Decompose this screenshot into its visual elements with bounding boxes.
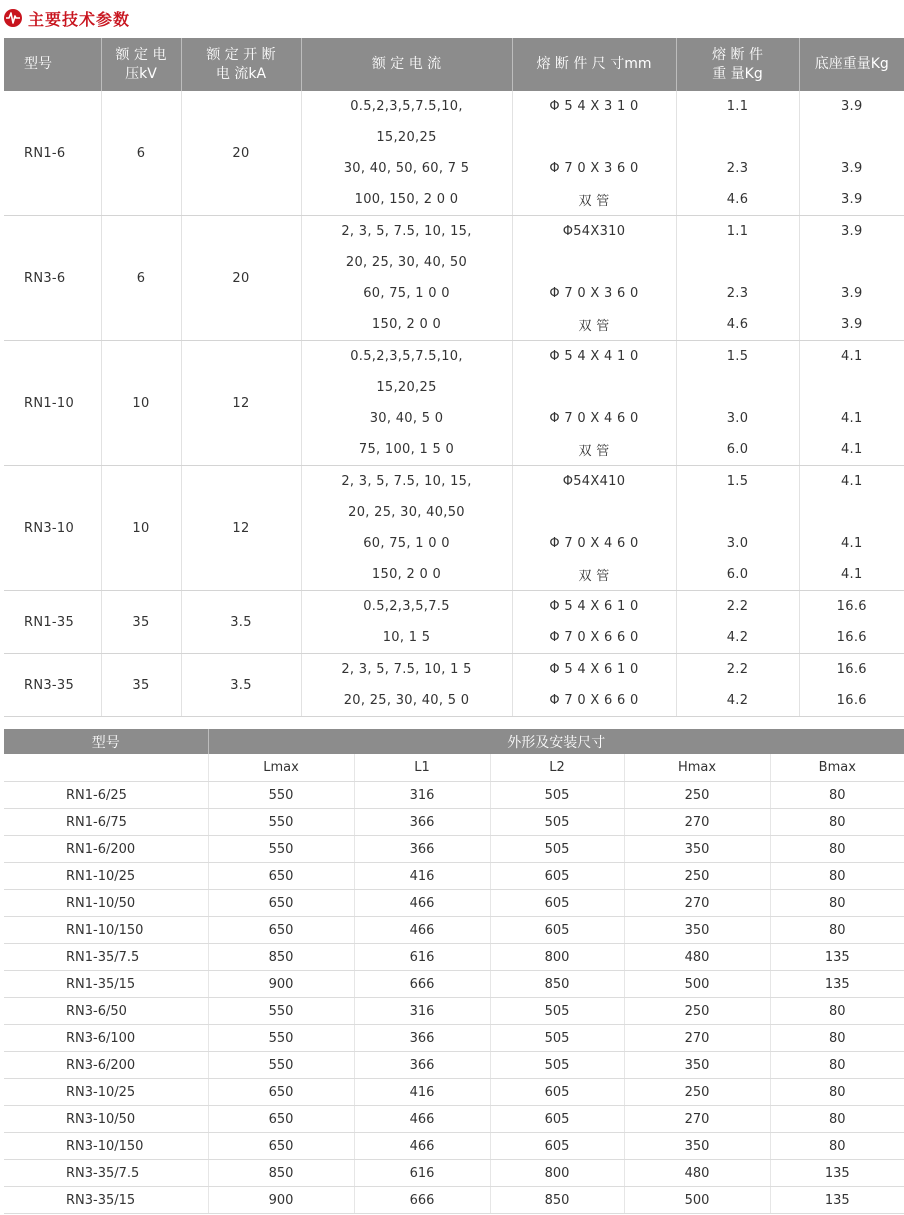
rated-current-cell: 60, 75, 1 0 0 bbox=[301, 278, 512, 309]
dim-value-cell: 650 bbox=[208, 1133, 354, 1160]
voltage-cell: 6 bbox=[101, 216, 181, 341]
dim-row bbox=[4, 1106, 904, 1133]
dim-model-cell: RN3-10/25 bbox=[4, 1079, 208, 1106]
spec-row bbox=[4, 466, 904, 498]
fuse-size-cell: Φ 5 4 X 6 1 0 bbox=[512, 654, 676, 686]
dim-value-cell: 650 bbox=[208, 1106, 354, 1133]
dim-value-cell: 80 bbox=[770, 890, 904, 917]
spec-row bbox=[4, 654, 904, 686]
dim-value-cell: 135 bbox=[770, 1187, 904, 1214]
dim-value-cell: 505 bbox=[490, 1052, 624, 1079]
dim-value-cell: 135 bbox=[770, 1160, 904, 1187]
dim-value-cell: 650 bbox=[208, 917, 354, 944]
voltage-cell: 35 bbox=[101, 654, 181, 717]
dim-value-cell: 366 bbox=[354, 1052, 490, 1079]
dim-value-cell: 505 bbox=[490, 836, 624, 863]
base-weight-cell: 3.9 bbox=[799, 153, 904, 184]
dim-subheader-hmax: Hmax bbox=[624, 754, 770, 782]
base-weight-cell bbox=[799, 247, 904, 278]
fuse-size-cell: Φ 7 0 X 6 6 0 bbox=[512, 685, 676, 717]
fuse-weight-cell: 1.1 bbox=[676, 216, 799, 248]
dim-value-cell: 900 bbox=[208, 971, 354, 998]
fuse-weight-cell: 4.6 bbox=[676, 309, 799, 341]
base-weight-cell bbox=[799, 372, 904, 403]
fuse-size-cell bbox=[512, 122, 676, 153]
rated-current-cell: 2, 3, 5, 7.5, 10, 15, bbox=[301, 216, 512, 248]
rated-current-cell: 15,20,25 bbox=[301, 122, 512, 153]
base-weight-cell: 4.1 bbox=[799, 434, 904, 466]
dim-subheader-l1: L1 bbox=[354, 754, 490, 782]
dim-value-cell: 80 bbox=[770, 917, 904, 944]
dim-value-cell: 350 bbox=[624, 836, 770, 863]
fuse-size-cell: Φ 7 0 X 3 6 0 bbox=[512, 278, 676, 309]
dim-table-body bbox=[4, 754, 904, 1214]
base-weight-cell: 3.9 bbox=[799, 184, 904, 216]
base-weight-cell: 16.6 bbox=[799, 654, 904, 686]
dim-model-cell: RN1-6/25 bbox=[4, 782, 208, 809]
dim-value-cell: 550 bbox=[208, 1025, 354, 1052]
fuse-size-cell: Φ 7 0 X 6 6 0 bbox=[512, 622, 676, 654]
spec-row bbox=[4, 591, 904, 623]
rated-current-cell: 60, 75, 1 0 0 bbox=[301, 528, 512, 559]
fuse-size-cell: Φ 7 0 X 4 6 0 bbox=[512, 528, 676, 559]
break-current-cell: 12 bbox=[181, 341, 301, 466]
break-current-cell: 20 bbox=[181, 216, 301, 341]
base-weight-cell: 16.6 bbox=[799, 685, 904, 717]
rated-current-cell: 2, 3, 5, 7.5, 10, 15, bbox=[301, 466, 512, 498]
fuse-weight-cell: 2.2 bbox=[676, 591, 799, 623]
dim-value-cell: 605 bbox=[490, 1133, 624, 1160]
dimension-table bbox=[4, 729, 904, 1214]
fuse-weight-cell bbox=[676, 372, 799, 403]
dim-value-cell: 550 bbox=[208, 1052, 354, 1079]
dim-value-cell: 316 bbox=[354, 998, 490, 1025]
dim-value-cell: 80 bbox=[770, 1106, 904, 1133]
dim-subheader-l2: L2 bbox=[490, 754, 624, 782]
rated-current-cell: 2, 3, 5, 7.5, 10, 1 5 bbox=[301, 654, 512, 686]
dim-value-cell: 270 bbox=[624, 809, 770, 836]
dim-value-cell: 850 bbox=[490, 1187, 624, 1214]
dim-model-cell: RN3-6/50 bbox=[4, 998, 208, 1025]
header-model: 型号 bbox=[4, 38, 101, 91]
dim-row bbox=[4, 1160, 904, 1187]
dim-model-cell: RN1-35/15 bbox=[4, 971, 208, 998]
fuse-size-cell: Φ 5 4 X 6 1 0 bbox=[512, 591, 676, 623]
fuse-size-cell: Φ54X310 bbox=[512, 216, 676, 248]
dim-row bbox=[4, 1025, 904, 1052]
dim-model-cell: RN3-6/100 bbox=[4, 1025, 208, 1052]
base-weight-cell: 3.9 bbox=[799, 309, 904, 341]
dim-value-cell: 666 bbox=[354, 1187, 490, 1214]
dim-model-cell: RN3-35/7.5 bbox=[4, 1160, 208, 1187]
dim-header-dims: 外形及安装尺寸 bbox=[208, 729, 904, 754]
section-title: 主要技术参数 bbox=[28, 9, 131, 29]
dim-row bbox=[4, 1052, 904, 1079]
dim-value-cell: 466 bbox=[354, 917, 490, 944]
header-base-weight: 底座重量Kg bbox=[799, 38, 904, 91]
voltage-cell: 10 bbox=[101, 466, 181, 591]
rated-current-cell: 20, 25, 30, 40, 50 bbox=[301, 247, 512, 278]
dim-value-cell: 505 bbox=[490, 809, 624, 836]
dim-value-cell: 416 bbox=[354, 863, 490, 890]
dim-value-cell: 270 bbox=[624, 890, 770, 917]
dim-value-cell: 466 bbox=[354, 1106, 490, 1133]
spec-row bbox=[4, 91, 904, 122]
model-cell: RN1-6 bbox=[4, 91, 101, 216]
fuse-weight-cell: 2.2 bbox=[676, 654, 799, 686]
dim-row bbox=[4, 809, 904, 836]
fuse-weight-cell: 1.1 bbox=[676, 91, 799, 122]
rated-current-cell: 10, 1 5 bbox=[301, 622, 512, 654]
dim-model-cell: RN1-6/200 bbox=[4, 836, 208, 863]
rated-current-cell: 15,20,25 bbox=[301, 372, 512, 403]
header-rated-current: 额 定 电 流 bbox=[301, 38, 512, 91]
spec-table bbox=[4, 38, 904, 717]
rated-current-cell: 30, 40, 5 0 bbox=[301, 403, 512, 434]
dim-value-cell: 366 bbox=[354, 809, 490, 836]
base-weight-cell bbox=[799, 122, 904, 153]
dim-value-cell: 605 bbox=[490, 890, 624, 917]
dim-value-cell: 650 bbox=[208, 1079, 354, 1106]
dim-row bbox=[4, 998, 904, 1025]
dim-row bbox=[4, 1133, 904, 1160]
dim-value-cell: 80 bbox=[770, 809, 904, 836]
fuse-weight-cell bbox=[676, 497, 799, 528]
pulse-icon bbox=[4, 9, 22, 27]
dim-value-cell: 135 bbox=[770, 944, 904, 971]
dim-value-cell: 505 bbox=[490, 1025, 624, 1052]
rated-current-cell: 30, 40, 50, 60, 7 5 bbox=[301, 153, 512, 184]
dim-value-cell: 350 bbox=[624, 1133, 770, 1160]
dim-subheader-lmax: Lmax bbox=[208, 754, 354, 782]
fuse-weight-cell: 6.0 bbox=[676, 559, 799, 591]
dim-value-cell: 480 bbox=[624, 944, 770, 971]
dim-value-cell: 80 bbox=[770, 998, 904, 1025]
fuse-weight-cell: 4.6 bbox=[676, 184, 799, 216]
fuse-weight-cell bbox=[676, 247, 799, 278]
fuse-weight-cell: 3.0 bbox=[676, 528, 799, 559]
base-weight-cell: 16.6 bbox=[799, 591, 904, 623]
fuse-weight-cell: 1.5 bbox=[676, 341, 799, 373]
fuse-size-cell: 双 管 bbox=[512, 309, 676, 341]
dim-value-cell: 350 bbox=[624, 917, 770, 944]
header-fuse-weight: 熔 断 件 重 量Kg bbox=[676, 38, 799, 91]
dim-model-cell: RN1-6/75 bbox=[4, 809, 208, 836]
dim-model-cell: RN3-35/15 bbox=[4, 1187, 208, 1214]
dim-subheader-blank bbox=[4, 754, 208, 782]
dim-value-cell: 466 bbox=[354, 1133, 490, 1160]
dim-value-cell: 850 bbox=[208, 944, 354, 971]
dim-row bbox=[4, 836, 904, 863]
voltage-cell: 35 bbox=[101, 591, 181, 654]
voltage-cell: 10 bbox=[101, 341, 181, 466]
dim-row bbox=[4, 917, 904, 944]
dim-value-cell: 616 bbox=[354, 1160, 490, 1187]
dim-value-cell: 80 bbox=[770, 863, 904, 890]
spec-row bbox=[4, 216, 904, 248]
dim-model-cell: RN3-10/150 bbox=[4, 1133, 208, 1160]
dim-value-cell: 316 bbox=[354, 782, 490, 809]
dim-value-cell: 800 bbox=[490, 944, 624, 971]
dim-value-cell: 500 bbox=[624, 971, 770, 998]
base-weight-cell: 16.6 bbox=[799, 622, 904, 654]
dim-value-cell: 80 bbox=[770, 1025, 904, 1052]
dim-value-cell: 850 bbox=[208, 1160, 354, 1187]
base-weight-cell: 3.9 bbox=[799, 216, 904, 248]
base-weight-cell: 3.9 bbox=[799, 278, 904, 309]
dim-row bbox=[4, 971, 904, 998]
dim-model-cell: RN3-6/200 bbox=[4, 1052, 208, 1079]
fuse-size-cell bbox=[512, 372, 676, 403]
fuse-weight-cell: 6.0 bbox=[676, 434, 799, 466]
dim-value-cell: 250 bbox=[624, 863, 770, 890]
base-weight-cell: 4.1 bbox=[799, 528, 904, 559]
spec-header-row bbox=[4, 38, 904, 91]
dim-row bbox=[4, 944, 904, 971]
fuse-size-cell: 双 管 bbox=[512, 434, 676, 466]
model-cell: RN1-35 bbox=[4, 591, 101, 654]
spec-row bbox=[4, 341, 904, 373]
header-fuse-size: 熔 断 件 尺 寸mm bbox=[512, 38, 676, 91]
dim-value-cell: 135 bbox=[770, 971, 904, 998]
dim-value-cell: 605 bbox=[490, 1106, 624, 1133]
base-weight-cell: 4.1 bbox=[799, 341, 904, 373]
dim-value-cell: 900 bbox=[208, 1187, 354, 1214]
fuse-weight-cell: 2.3 bbox=[676, 278, 799, 309]
base-weight-cell: 4.1 bbox=[799, 559, 904, 591]
dim-value-cell: 250 bbox=[624, 1079, 770, 1106]
dim-row bbox=[4, 1079, 904, 1106]
dim-value-cell: 800 bbox=[490, 1160, 624, 1187]
spec-table-body bbox=[4, 91, 904, 717]
section-header bbox=[4, 4, 130, 32]
break-current-cell: 3.5 bbox=[181, 654, 301, 717]
dim-value-cell: 80 bbox=[770, 782, 904, 809]
dim-value-cell: 550 bbox=[208, 836, 354, 863]
dim-value-cell: 550 bbox=[208, 782, 354, 809]
fuse-size-cell: 双 管 bbox=[512, 559, 676, 591]
break-current-cell: 20 bbox=[181, 91, 301, 216]
dim-header-row bbox=[4, 729, 904, 754]
dim-value-cell: 605 bbox=[490, 863, 624, 890]
dim-value-cell: 80 bbox=[770, 836, 904, 863]
rated-current-cell: 150, 2 0 0 bbox=[301, 309, 512, 341]
break-current-cell: 3.5 bbox=[181, 591, 301, 654]
header-break-current: 额 定 开 断 电 流kA bbox=[181, 38, 301, 91]
dim-row bbox=[4, 782, 904, 809]
dim-value-cell: 270 bbox=[624, 1106, 770, 1133]
fuse-weight-cell: 4.2 bbox=[676, 622, 799, 654]
dim-row bbox=[4, 1187, 904, 1214]
dim-value-cell: 416 bbox=[354, 1079, 490, 1106]
dim-value-cell: 550 bbox=[208, 998, 354, 1025]
dim-value-cell: 466 bbox=[354, 890, 490, 917]
dim-row bbox=[4, 890, 904, 917]
dim-value-cell: 505 bbox=[490, 998, 624, 1025]
dim-value-cell: 500 bbox=[624, 1187, 770, 1214]
dim-value-cell: 605 bbox=[490, 1079, 624, 1106]
fuse-weight-cell: 2.3 bbox=[676, 153, 799, 184]
fuse-weight-cell bbox=[676, 122, 799, 153]
dim-value-cell: 366 bbox=[354, 836, 490, 863]
dim-value-cell: 250 bbox=[624, 782, 770, 809]
dim-value-cell: 80 bbox=[770, 1052, 904, 1079]
break-current-cell: 12 bbox=[181, 466, 301, 591]
model-cell: RN3-10 bbox=[4, 466, 101, 591]
model-cell: RN3-6 bbox=[4, 216, 101, 341]
fuse-size-cell: Φ 7 0 X 3 6 0 bbox=[512, 153, 676, 184]
dim-value-cell: 650 bbox=[208, 890, 354, 917]
dim-value-cell: 350 bbox=[624, 1052, 770, 1079]
fuse-weight-cell: 3.0 bbox=[676, 403, 799, 434]
base-weight-cell: 3.9 bbox=[799, 91, 904, 122]
rated-current-cell: 20, 25, 30, 40,50 bbox=[301, 497, 512, 528]
dim-value-cell: 250 bbox=[624, 998, 770, 1025]
header-voltage: 额 定 电 压kV bbox=[101, 38, 181, 91]
dim-value-cell: 480 bbox=[624, 1160, 770, 1187]
dim-model-cell: RN1-35/7.5 bbox=[4, 944, 208, 971]
dim-value-cell: 80 bbox=[770, 1079, 904, 1106]
dim-model-cell: RN1-10/50 bbox=[4, 890, 208, 917]
fuse-size-cell: Φ 5 4 X 4 1 0 bbox=[512, 341, 676, 373]
dim-value-cell: 550 bbox=[208, 809, 354, 836]
rated-current-cell: 100, 150, 2 0 0 bbox=[301, 184, 512, 216]
fuse-size-cell bbox=[512, 497, 676, 528]
model-cell: RN3-35 bbox=[4, 654, 101, 717]
base-weight-cell: 4.1 bbox=[799, 466, 904, 498]
dim-subheader-row bbox=[4, 754, 904, 782]
rated-current-cell: 0.5,2,3,5,7.5,10, bbox=[301, 91, 512, 122]
dim-value-cell: 850 bbox=[490, 971, 624, 998]
dim-model-cell: RN1-10/150 bbox=[4, 917, 208, 944]
fuse-size-cell: Φ54X410 bbox=[512, 466, 676, 498]
voltage-cell: 6 bbox=[101, 91, 181, 216]
dim-subheader-bmax: Bmax bbox=[770, 754, 904, 782]
dim-header-model: 型号 bbox=[4, 729, 208, 754]
dim-value-cell: 80 bbox=[770, 1133, 904, 1160]
dim-value-cell: 366 bbox=[354, 1025, 490, 1052]
rated-current-cell: 20, 25, 30, 40, 5 0 bbox=[301, 685, 512, 717]
dim-value-cell: 605 bbox=[490, 917, 624, 944]
fuse-size-cell: 双 管 bbox=[512, 184, 676, 216]
model-cell: RN1-10 bbox=[4, 341, 101, 466]
fuse-size-cell: Φ 7 0 X 4 6 0 bbox=[512, 403, 676, 434]
dim-value-cell: 270 bbox=[624, 1025, 770, 1052]
dim-model-cell: RN1-10/25 bbox=[4, 863, 208, 890]
rated-current-cell: 150, 2 0 0 bbox=[301, 559, 512, 591]
rated-current-cell: 75, 100, 1 5 0 bbox=[301, 434, 512, 466]
fuse-size-cell bbox=[512, 247, 676, 278]
fuse-weight-cell: 4.2 bbox=[676, 685, 799, 717]
base-weight-cell: 4.1 bbox=[799, 403, 904, 434]
dim-value-cell: 666 bbox=[354, 971, 490, 998]
fuse-weight-cell: 1.5 bbox=[676, 466, 799, 498]
rated-current-cell: 0.5,2,3,5,7.5,10, bbox=[301, 341, 512, 373]
dim-value-cell: 616 bbox=[354, 944, 490, 971]
dim-model-cell: RN3-10/50 bbox=[4, 1106, 208, 1133]
base-weight-cell bbox=[799, 497, 904, 528]
fuse-size-cell: Φ 5 4 X 3 1 0 bbox=[512, 91, 676, 122]
rated-current-cell: 0.5,2,3,5,7.5 bbox=[301, 591, 512, 623]
dim-value-cell: 505 bbox=[490, 782, 624, 809]
dim-value-cell: 650 bbox=[208, 863, 354, 890]
dim-row bbox=[4, 863, 904, 890]
